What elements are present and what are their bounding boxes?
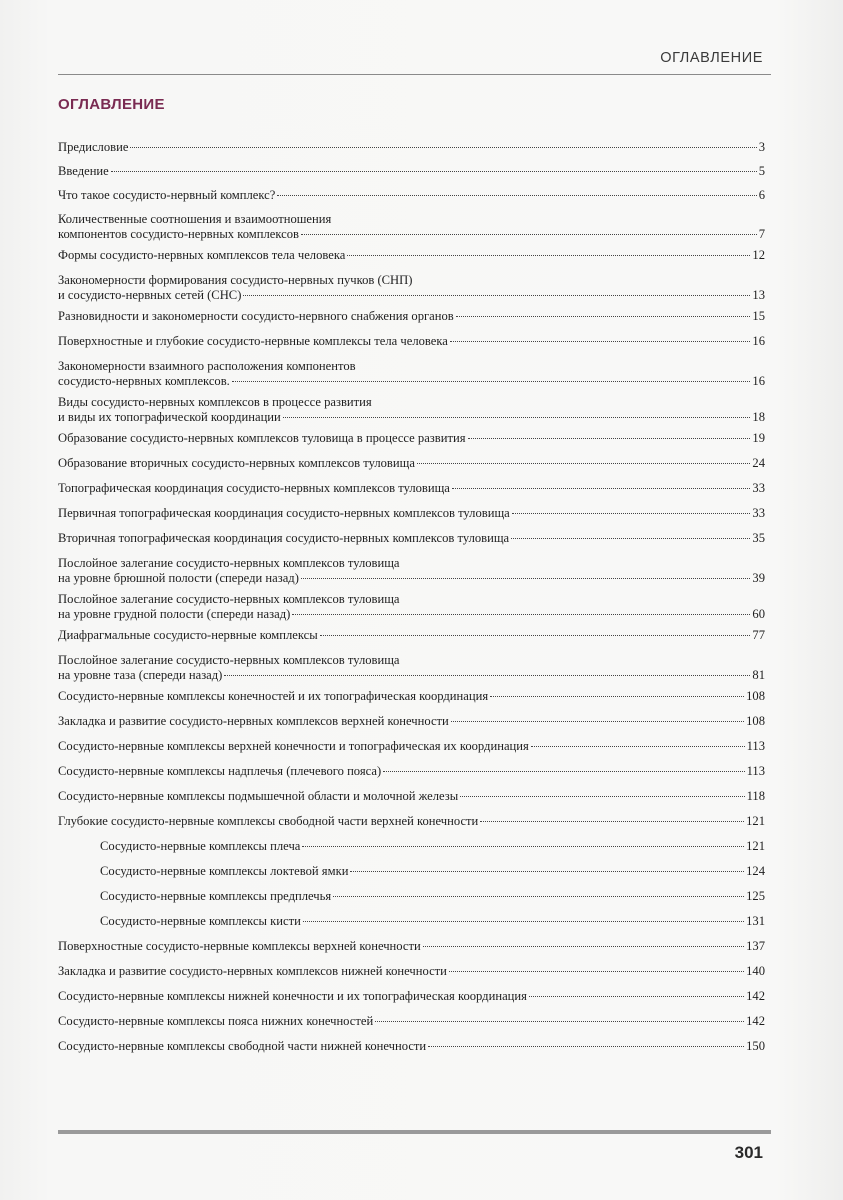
toc-entry-title-line: Что такое сосудисто-нервный комплекс? [58, 188, 276, 202]
toc-entry-title-line: Предисловие [58, 140, 129, 154]
toc-entry[interactable] [58, 431, 765, 446]
toc-entry-title-line: сосудисто-нервных комплексов. [58, 374, 230, 388]
dot-leader [283, 417, 751, 418]
toc-entry-page: 19 [752, 431, 765, 445]
toc-entry-page: 125 [746, 889, 765, 903]
dot-leader [301, 234, 757, 235]
dot-leader [243, 295, 750, 296]
toc-entry[interactable] [58, 739, 765, 754]
toc-entry-title-line: Вторичная топографическая координация сосудисто-нервных комплексов туловища [58, 531, 510, 545]
dot-leader [450, 341, 751, 342]
toc-entry-title-line: Топографическая координация сосудисто-нервных комплексов туловища [58, 481, 450, 495]
toc-entry[interactable] [58, 839, 765, 854]
toc-entry[interactable] [58, 395, 765, 425]
toc-entry-title-line: Формы сосудисто-нервных комплексов тела человека [58, 248, 346, 262]
toc-entry[interactable] [58, 531, 765, 546]
toc-entry[interactable] [58, 964, 765, 979]
toc-entry[interactable] [58, 689, 765, 704]
dot-leader [456, 316, 751, 317]
toc-entry[interactable] [58, 309, 765, 324]
dot-leader [277, 195, 756, 196]
toc-entry[interactable] [58, 188, 765, 203]
toc-entry-title-line: Сосудисто-нервные комплексы предплечья [100, 889, 332, 903]
toc-entry-title-line: Сосудисто-нервные комплексы надплечья (плечевого пояса) [58, 764, 382, 778]
dot-leader [301, 578, 751, 579]
dot-leader [468, 438, 751, 439]
toc-entry[interactable] [58, 864, 765, 879]
toc-entry-page: 108 [746, 689, 765, 703]
toc-entry[interactable] [58, 1014, 765, 1029]
toc-entry[interactable] [58, 481, 765, 496]
toc-entry-page: 113 [746, 739, 765, 753]
toc-entry-page: 12 [752, 248, 765, 262]
toc-entry-page: 140 [746, 964, 765, 978]
toc-entry-title-line: на уровне брюшной полости (спереди назад) [58, 571, 299, 585]
dot-leader [350, 871, 744, 872]
toc-entry[interactable] [58, 506, 765, 521]
toc-entry-page: 3 [758, 140, 765, 154]
dot-leader [511, 538, 750, 539]
dot-leader [320, 635, 751, 636]
toc-entry-page: 77 [752, 628, 765, 642]
dot-leader [232, 381, 751, 382]
toc-entry-title-line: Закономерности взаимного расположения компонентов [58, 359, 356, 373]
toc-entry-page: 13 [752, 288, 765, 302]
toc-entry-page: 108 [746, 714, 765, 728]
toc-entry-title-line: Закономерности формирования сосудисто-нервных пучков (СНП) [58, 273, 413, 287]
toc-entry-title-line: Сосудисто-нервные комплексы пояса нижних конечностей [58, 1014, 374, 1028]
toc-entry-title-line: Послойное залегание сосудисто-нервных комплексов туловища [58, 592, 400, 606]
toc-entry-page: 131 [746, 914, 765, 928]
dot-leader [111, 171, 757, 172]
dot-leader [224, 675, 750, 676]
toc-entry-page: 113 [746, 764, 765, 778]
dot-leader [292, 614, 750, 615]
footer-rule [58, 1130, 771, 1134]
toc-entry-page: 137 [746, 939, 765, 953]
toc-entry-page: 6 [758, 188, 765, 202]
dot-leader [130, 147, 756, 148]
dot-leader [303, 921, 744, 922]
toc-entry-title-line: Сосудисто-нервные комплексы конечностей и их топографическая координация [58, 689, 489, 703]
toc-entry[interactable] [58, 653, 765, 683]
toc-entry-title-line: Образование сосудисто-нервных комплексов туловища в процессе развития [58, 431, 466, 445]
dot-leader [428, 1046, 744, 1047]
toc-entry[interactable] [58, 714, 765, 729]
toc-entry-page: 16 [752, 374, 765, 388]
toc-entry-page: 7 [758, 227, 765, 241]
dot-leader [375, 1021, 744, 1022]
toc-entry-page: 5 [758, 164, 765, 178]
toc-entry-page: 121 [746, 814, 765, 828]
toc-entry-page: 16 [752, 334, 765, 348]
toc-entry-title-line: Разновидности и закономерности сосудисто-нервного снабжения органов [58, 309, 454, 323]
dot-leader [333, 896, 744, 897]
toc-entry-title-line: и виды их топографической координации [58, 410, 281, 424]
toc-entry-title-line: Сосудисто-нервные комплексы нижней конечности и их топографическая координация [58, 989, 527, 1003]
toc-entry-title-line: Глубокие сосудисто-нервные комплексы свободной части верхней конечности [58, 814, 479, 828]
toc-title: ОГЛАВЛЕНИЕ [58, 96, 165, 113]
toc-entry-title-line: Сосудисто-нервные комплексы свободной части нижней конечности [58, 1039, 427, 1053]
dot-leader [302, 846, 744, 847]
running-head: ОГЛАВЛЕНИЕ [660, 50, 763, 66]
toc-entry-page: 142 [746, 989, 765, 1003]
toc-entry-title-line: на уровне грудной полости (спереди назад) [58, 607, 291, 621]
toc-entry-page: 15 [752, 309, 765, 323]
dot-leader [512, 513, 751, 514]
toc-entry-title-line: Сосудисто-нервные комплексы плеча [100, 839, 301, 853]
dot-leader [451, 721, 744, 722]
toc-entry-page: 33 [752, 506, 765, 520]
toc-entry[interactable] [58, 273, 765, 303]
toc-entry-page: 150 [746, 1039, 765, 1053]
dot-leader [449, 971, 744, 972]
toc-entry-title-line: Количественные соотношения и взаимоотношения [58, 212, 332, 226]
toc-entry-page: 118 [746, 789, 765, 803]
toc-entry-title-line: Закладка и развитие сосудисто-нервных комплексов нижней конечности [58, 964, 447, 978]
dot-leader [480, 821, 744, 822]
dot-leader [423, 946, 744, 947]
dot-leader [531, 746, 745, 747]
dot-leader [347, 255, 750, 256]
toc-entry[interactable] [58, 814, 765, 829]
toc-entry-title-line: на уровне таза (спереди назад) [58, 668, 223, 682]
page-number: 301 [734, 1143, 763, 1162]
toc-entry-page: 33 [752, 481, 765, 495]
toc-entry[interactable] [58, 939, 765, 954]
toc-entry[interactable] [58, 764, 765, 779]
toc-entry-title-line: Диафрагмальные сосудисто-нервные комплексы [58, 628, 318, 642]
toc-entry[interactable] [58, 140, 765, 155]
toc-entry-title-line: Сосудисто-нервные комплексы подмышечной области и молочной железы [58, 789, 459, 803]
toc-entry-page: 35 [752, 531, 765, 545]
toc-entry-title-line: компонентов сосудисто-нервных комплексов [58, 227, 300, 241]
toc-entry-title-line: Закладка и развитие сосудисто-нервных комплексов верхней конечности [58, 714, 449, 728]
toc-entry-title-line: Послойное залегание сосудисто-нервных комплексов туловища [58, 556, 400, 570]
toc-entry[interactable] [58, 334, 765, 349]
toc-entry-title-line: Введение [58, 164, 109, 178]
toc-entry-title-line: Виды сосудисто-нервных комплексов в процессе развития [58, 395, 372, 409]
toc-entry[interactable] [58, 889, 765, 904]
toc-entry[interactable] [58, 592, 765, 622]
toc-entry-title-line: Поверхностные и глубокие сосудисто-нервные комплексы тела человека [58, 334, 448, 348]
toc-entry-page: 121 [746, 839, 765, 853]
toc-entry[interactable] [58, 212, 765, 242]
table-of-contents [58, 140, 765, 1064]
toc-entry-title-line: Поверхностные сосудисто-нервные комплексы верхней конечности [58, 939, 421, 953]
toc-entry-title-line: Сосудисто-нервные комплексы кисти [100, 914, 301, 928]
toc-entry-title-line: Сосудисто-нервные комплексы верхней конечности и топографическая их координация [58, 739, 529, 753]
dot-leader [460, 796, 744, 797]
toc-entry-title-line: Первичная топографическая координация сосудисто-нервных комплексов туловища [58, 506, 510, 520]
toc-entry[interactable] [58, 789, 765, 804]
toc-entry-title-line: Образование вторичных сосудисто-нервных комплексов туловища [58, 456, 415, 470]
toc-entry[interactable] [58, 556, 765, 586]
dot-leader [383, 771, 744, 772]
toc-entry[interactable] [58, 248, 765, 263]
toc-entry-page: 142 [746, 1014, 765, 1028]
toc-entry[interactable] [58, 989, 765, 1004]
toc-entry-page: 81 [752, 668, 765, 682]
toc-entry-title-line: и сосудисто-нервных сетей (СНС) [58, 288, 242, 302]
dot-leader [490, 696, 744, 697]
toc-entry-page: 39 [752, 571, 765, 585]
header-rule [58, 74, 771, 75]
toc-entry[interactable] [58, 359, 765, 389]
toc-entry[interactable] [58, 1039, 765, 1054]
toc-entry[interactable] [58, 628, 765, 643]
toc-entry[interactable] [58, 456, 765, 471]
dot-leader [452, 488, 751, 489]
toc-entry-page: 124 [746, 864, 765, 878]
dot-leader [417, 463, 750, 464]
toc-entry-title-line: Сосудисто-нервные комплексы локтевой ямки [100, 864, 349, 878]
toc-entry[interactable] [58, 164, 765, 179]
toc-entry-title-line: Послойное залегание сосудисто-нервных комплексов туловища [58, 653, 400, 667]
dot-leader [529, 996, 744, 997]
toc-entry[interactable] [58, 914, 765, 929]
toc-entry-page: 18 [752, 410, 765, 424]
toc-entry-page: 60 [752, 607, 765, 621]
toc-entry-page: 24 [752, 456, 765, 470]
